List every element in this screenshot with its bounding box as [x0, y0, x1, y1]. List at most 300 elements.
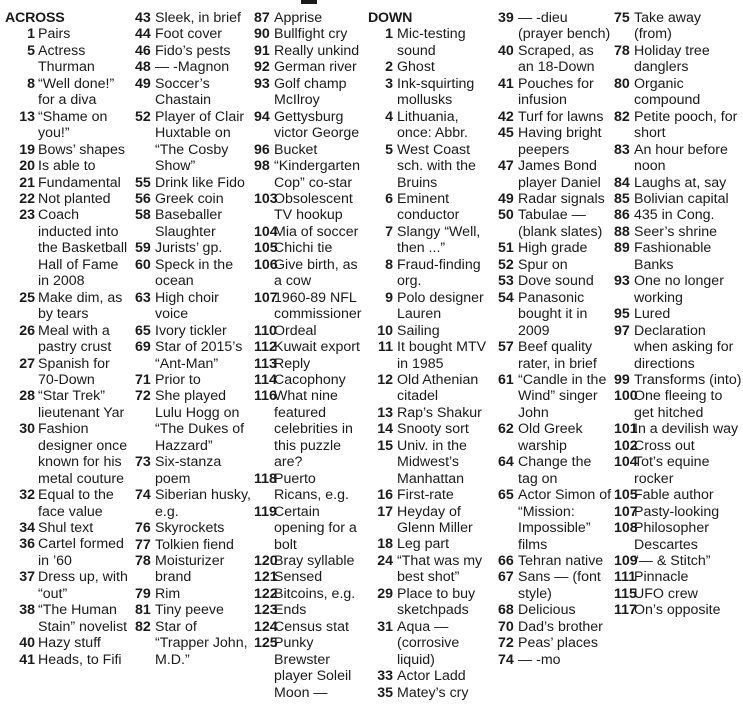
- across-clue: [254, 10, 367, 26]
- clue-number: 21: [19, 174, 35, 191]
- clue-text: Is able to: [38, 158, 96, 175]
- clue-text: Snooty sort: [397, 421, 469, 438]
- clue-text: Heyday of Glenn Miller: [397, 503, 473, 537]
- clue-text: Holiday tree danglers: [634, 42, 710, 76]
- clue-number: 1: [385, 26, 393, 43]
- across-clue: [254, 240, 367, 256]
- clue-number: 104: [614, 454, 638, 471]
- down-clue: [614, 421, 742, 437]
- down-clue: [614, 372, 742, 388]
- down-clue: [614, 273, 742, 306]
- across-clue: [135, 619, 253, 668]
- across-clue: [5, 356, 130, 389]
- across-clue: [135, 76, 253, 109]
- down-clue: [614, 76, 742, 109]
- clue-number: 89: [614, 240, 630, 257]
- clue-text: Punky Brewster player Soleil Moon —: [274, 635, 352, 701]
- clue-number: 75: [614, 10, 630, 26]
- clue-number: 22: [19, 190, 35, 207]
- clue-text: Bullfight cry: [274, 26, 348, 43]
- clue-text: Speck in the ocean: [155, 256, 234, 290]
- clue-text: Equal to the face value: [38, 487, 114, 520]
- clue-text: Slangy “Well, then ...”: [397, 223, 481, 257]
- clue-text: Jurists’ gp.: [155, 240, 223, 257]
- across-clue: [5, 602, 130, 635]
- across-clue: [254, 356, 367, 372]
- down-clue: [368, 224, 492, 257]
- clue-text: Seer’s shrine: [634, 223, 718, 240]
- clue-number: 87: [254, 10, 270, 26]
- clue-number: 30: [19, 421, 35, 438]
- clue-number: 81: [135, 602, 151, 619]
- clue-text: Petite pooch, for short: [634, 108, 738, 142]
- across-clue: [5, 536, 130, 569]
- down-clue: [368, 191, 492, 224]
- clue-text: “That was my best shot”: [397, 552, 483, 586]
- clue-text: Coach inducted into the Basketball Hall of Fame in 2008: [38, 207, 128, 290]
- across-clue: [5, 652, 130, 668]
- clue-number: 58: [135, 207, 151, 224]
- clue-number: 56: [135, 190, 151, 207]
- down-clue: [368, 142, 492, 191]
- across-clue: [135, 59, 253, 75]
- down-clue: [614, 438, 742, 454]
- clue-text: Heads, to Fifi: [38, 651, 122, 668]
- down-clue: [498, 273, 612, 289]
- clue-text: Meal with a pastry crust: [38, 322, 112, 356]
- clue-column-6: [614, 10, 742, 710]
- clue-text: Fable author: [634, 487, 714, 504]
- across-clue: [135, 109, 253, 175]
- clue-text: Univ. in the Midwest’s Manhattan: [397, 437, 467, 487]
- down-clue: [368, 553, 492, 586]
- clue-number: 107: [614, 503, 638, 520]
- clue-number: 25: [19, 289, 35, 306]
- clue-number: 80: [614, 75, 630, 92]
- clue-number: 105: [614, 487, 638, 504]
- down-clue: [368, 257, 492, 290]
- clue-number: 103: [254, 190, 278, 207]
- down-clue: [498, 602, 612, 618]
- clue-text: Old Greek warship: [518, 421, 583, 454]
- clue-number: 57: [498, 339, 514, 356]
- clue-number: 117: [614, 602, 637, 619]
- clue-number: 118: [254, 470, 277, 487]
- clue-number: 16: [377, 487, 393, 504]
- clue-number: 3: [385, 75, 393, 92]
- across-clue: [254, 602, 367, 618]
- clue-text: Player of Clair Huxtable on “The Cosby Show”: [155, 108, 245, 175]
- down-clue: [614, 43, 742, 76]
- down-clue: [614, 175, 742, 191]
- down-clue: [498, 10, 612, 43]
- clue-text: Bolivian capital: [634, 190, 729, 207]
- across-clue: [254, 158, 367, 191]
- clue-text: Sensed: [274, 569, 323, 586]
- clue-text: Make dim, as by tears: [38, 289, 123, 323]
- down-clue: [498, 635, 612, 651]
- clue-text: Chichi tie: [274, 240, 333, 257]
- clue-text: Actress Thurman: [38, 42, 95, 76]
- clue-column-1: [5, 10, 130, 710]
- clue-text: Lured: [634, 306, 671, 323]
- down-clue: [498, 109, 612, 125]
- clue-text: Pouches for infusion: [518, 75, 594, 109]
- across-clue: [135, 43, 253, 59]
- across-clue: [254, 569, 367, 585]
- down-clue: [614, 520, 742, 553]
- down-clue: [498, 158, 612, 191]
- clue-text: Foot cover: [155, 26, 223, 43]
- down-clue: [614, 487, 742, 503]
- clue-text: Organic compound: [634, 75, 701, 109]
- clue-text: Census stat: [274, 618, 349, 635]
- down-clue: [614, 602, 742, 618]
- clue-text: “Candle in the Wind” singer John: [518, 371, 607, 421]
- clue-text: Gettysburg victor George: [274, 108, 360, 142]
- clue-text: Ordeal: [274, 322, 317, 339]
- down-heading: DOWN: [368, 10, 413, 26]
- down-clue: [498, 372, 612, 421]
- clue-number: 34: [19, 520, 35, 537]
- across-clue: [135, 191, 253, 207]
- across-clue: [5, 158, 130, 174]
- across-clue: [5, 569, 130, 602]
- clue-number: 93: [614, 273, 630, 290]
- across-clue: [5, 290, 130, 323]
- clue-text: One fleeing to get hitched: [634, 388, 723, 421]
- across-clue: [5, 191, 130, 207]
- clue-text: Ivory tickler: [155, 322, 227, 339]
- across-clue: [5, 26, 130, 42]
- down-clue: [368, 405, 492, 421]
- across-clue: [5, 175, 130, 191]
- clue-number: 59: [135, 240, 151, 257]
- down-clue: [498, 257, 612, 273]
- clue-number: 17: [377, 503, 393, 520]
- clue-number: 64: [498, 454, 514, 471]
- clue-text: Cross out: [634, 437, 695, 454]
- clue-number: 61: [498, 371, 514, 388]
- clue-number: 79: [135, 585, 151, 602]
- clue-number: 2: [385, 59, 393, 76]
- down-clue: [614, 569, 742, 585]
- clue-text: Spur on: [518, 256, 568, 273]
- clue-number: 37: [19, 569, 35, 586]
- clue-number: 13: [19, 108, 35, 125]
- across-clue: [135, 26, 253, 42]
- across-clue: [135, 207, 253, 240]
- clue-number: 123: [254, 602, 278, 619]
- clue-number: 20: [19, 158, 35, 175]
- clue-number: 95: [614, 306, 630, 323]
- clue-text: “Shame on you!”: [38, 108, 108, 142]
- clue-number: 98: [254, 158, 270, 175]
- across-clue: [254, 635, 367, 701]
- down-clue: [368, 487, 492, 503]
- clue-text: Cacophony: [274, 371, 346, 388]
- clue-text: Bray syllable: [274, 552, 355, 569]
- clue-number: 71: [135, 371, 151, 388]
- clue-text: Take away (from): [634, 10, 702, 43]
- clue-text: Actor Simon of “Mission: Impossible” films: [518, 487, 612, 553]
- clue-text: Tiny peeve: [155, 602, 224, 619]
- clue-text: Fashionable Banks: [634, 240, 712, 273]
- clue-number: 94: [254, 108, 270, 125]
- clue-number: 38: [19, 602, 35, 619]
- clue-number: 50: [498, 207, 514, 224]
- across-clue: [135, 520, 253, 536]
- clue-number: 86: [614, 207, 630, 224]
- down-clue: [614, 191, 742, 207]
- clue-number: 15: [377, 437, 393, 454]
- clue-number: 65: [135, 322, 151, 339]
- clue-number: 82: [614, 108, 630, 125]
- clue-column-2: [135, 10, 253, 710]
- clue-number: 73: [135, 454, 151, 471]
- clue-text: Ghost: [397, 59, 435, 76]
- clue-text: “Star Trek” lieutenant Yar: [38, 388, 125, 421]
- clue-number: 120: [254, 552, 278, 569]
- across-clue: [135, 10, 253, 26]
- clue-text: Fashion designer once known for his metal couture: [38, 421, 128, 487]
- across-clue: [254, 586, 367, 602]
- clue-text: Hazy stuff: [38, 635, 101, 652]
- clue-text: One no longer working: [634, 273, 724, 306]
- down-clue: [368, 586, 492, 619]
- clue-text: “— & Stitch”: [634, 552, 711, 569]
- clue-number: 112: [254, 339, 277, 356]
- clue-number: 33: [377, 668, 393, 685]
- down-clue: [614, 504, 742, 520]
- down-clue: [498, 421, 612, 454]
- down-clue: [614, 142, 742, 175]
- down-clue: [614, 10, 742, 43]
- across-clue: [254, 388, 367, 470]
- clue-number: 6: [385, 190, 393, 207]
- down-clue: [368, 504, 492, 537]
- across-clue: [135, 257, 253, 290]
- clue-text: — -mo: [518, 651, 561, 668]
- down-clue: [368, 668, 492, 684]
- across-clue: [135, 487, 253, 520]
- clue-text: Eminent conductor: [397, 190, 460, 224]
- clue-text: Cartel formed in ’60: [38, 536, 124, 569]
- clue-text: Dress up, with “out”: [38, 569, 128, 602]
- clue-number: 45: [498, 125, 514, 142]
- down-clue: [498, 652, 612, 668]
- clue-number: 93: [254, 75, 270, 92]
- down-clue: [368, 372, 492, 405]
- across-clue: [254, 76, 367, 109]
- across-clue: [135, 388, 253, 454]
- clue-text: Panasonic bought it in 2009: [518, 289, 588, 339]
- clue-number: 42: [498, 108, 514, 125]
- clue-text: Laughs at, say: [634, 174, 727, 191]
- clue-text: In a devilish way: [634, 421, 739, 438]
- clue-text: Turf for lawns: [518, 108, 604, 125]
- clue-number: 40: [498, 42, 514, 59]
- clue-number: 52: [498, 256, 514, 273]
- clue-number: 63: [135, 289, 151, 306]
- clue-number: 122: [254, 585, 278, 602]
- clue-number: 46: [135, 42, 151, 59]
- clue-number: 68: [498, 602, 514, 619]
- clue-text: High choir voice: [155, 289, 219, 323]
- clue-text: Ink-squirting mollusks: [397, 75, 475, 109]
- clue-number: 41: [19, 651, 35, 668]
- clue-text: Bitcoins, e.g.: [274, 585, 356, 602]
- clue-number: 102: [614, 437, 638, 454]
- clue-text: Fundamental: [38, 174, 121, 191]
- down-clue: [368, 536, 492, 552]
- clue-number: 65: [498, 487, 514, 504]
- down-clue: [614, 306, 742, 322]
- down-clue: [498, 76, 612, 109]
- across-clue: [135, 290, 253, 323]
- clue-number: 66: [498, 552, 514, 569]
- clue-number: 19: [19, 141, 35, 158]
- clue-number: 72: [135, 388, 151, 405]
- clue-text: Sans — (font style): [518, 569, 601, 602]
- clue-text: Skyrockets: [155, 520, 225, 537]
- clue-text: First-rate: [397, 487, 454, 504]
- clue-text: Baseballer Slaughter: [155, 207, 223, 240]
- clue-text: Greek coin: [155, 190, 224, 207]
- clue-number: 91: [254, 42, 270, 59]
- across-clue: [5, 207, 130, 289]
- down-clue: [498, 569, 612, 602]
- across-clue: [5, 421, 130, 487]
- clue-number: 49: [498, 190, 514, 207]
- clue-text: Moisturizer brand: [155, 552, 225, 586]
- clue-number: 62: [498, 421, 514, 438]
- across-clue: [254, 257, 367, 290]
- clue-text: Philosopher Descartes: [634, 520, 709, 553]
- clue-text: Tabulae — (blank slates): [518, 207, 603, 240]
- across-clue: [5, 388, 130, 421]
- clue-number: 119: [254, 503, 277, 520]
- clue-text: Star of “Trapper John, M.D.”: [155, 618, 248, 668]
- header-rule: [301, 0, 317, 4]
- clue-number: 55: [135, 174, 151, 191]
- down-clue: [614, 454, 742, 487]
- clue-number: 53: [498, 273, 514, 290]
- clue-text: Declaration when asking for directions: [634, 322, 734, 372]
- down-clue: [498, 553, 612, 569]
- down-clue: [368, 290, 492, 323]
- across-clue: [5, 520, 130, 536]
- down-clue: [368, 339, 492, 372]
- clue-text: Drink like Fido: [155, 174, 245, 191]
- clue-text: Lithuania, once: Abbr.: [397, 108, 468, 142]
- clue-number: 124: [254, 618, 278, 635]
- clue-number: 72: [498, 635, 514, 652]
- across-clue: [135, 553, 253, 586]
- clue-number: 48: [135, 59, 151, 76]
- across-clue: [254, 323, 367, 339]
- clue-text: Give birth, as a cow: [274, 256, 358, 290]
- clue-number: 108: [614, 520, 638, 537]
- across-clue: [135, 372, 253, 388]
- across-clue: [254, 26, 367, 42]
- across-clue: [254, 43, 367, 59]
- clue-number: 9: [385, 289, 393, 306]
- down-clue: [614, 388, 742, 421]
- clue-number: 78: [135, 552, 151, 569]
- clue-number: 74: [135, 487, 151, 504]
- across-clue: [135, 175, 253, 191]
- down-clue: [368, 26, 492, 59]
- clue-number: 85: [614, 190, 630, 207]
- clue-number: 88: [614, 223, 630, 240]
- clue-text: Tehran native: [518, 552, 604, 569]
- clue-number: 106: [254, 256, 278, 273]
- clue-text: Delicious: [518, 602, 576, 619]
- clue-text: Beef quality rater, in brief: [518, 339, 597, 372]
- down-clue: [498, 619, 612, 635]
- clue-number: 26: [19, 322, 35, 339]
- across-clue: [5, 109, 130, 142]
- clue-number: 49: [135, 75, 151, 92]
- across-clue: [254, 339, 367, 355]
- clue-number: 27: [19, 355, 35, 372]
- down-clue: [498, 454, 612, 487]
- clue-text: “Kindergarten Cop” co-star: [274, 158, 360, 191]
- clue-text: — -Magnon: [155, 59, 230, 76]
- clue-text: Scraped, as an 18-Down: [518, 42, 595, 76]
- clue-number: 54: [498, 289, 514, 306]
- clue-number: 82: [135, 618, 151, 635]
- clue-text: Prior to: [155, 371, 201, 388]
- clue-text: She played Lulu Hogg on “The Dukes of Hazzard”: [155, 388, 245, 454]
- clue-number: 18: [377, 536, 393, 553]
- across-clue: [254, 619, 367, 635]
- clue-text: Sailing: [397, 322, 440, 339]
- across-clue: [135, 240, 253, 256]
- clue-number: 121: [254, 569, 278, 586]
- clue-column-4: [368, 10, 492, 710]
- clue-text: Having bright peepers: [518, 125, 602, 158]
- clue-text: Shul text: [38, 520, 94, 537]
- clue-text: Reply: [274, 355, 311, 372]
- clue-number: 105: [254, 240, 278, 257]
- clue-text: Pasty-looking: [634, 503, 720, 520]
- clue-text: Sleek, in brief: [155, 10, 241, 26]
- clue-number: 96: [254, 141, 270, 158]
- clue-number: 24: [377, 552, 393, 569]
- clue-number: 84: [614, 174, 630, 191]
- clue-text: West Coast sch. with the Bruins: [397, 141, 476, 191]
- down-clue: [614, 323, 742, 372]
- clue-number: 29: [377, 585, 393, 602]
- clue-text: German river: [274, 59, 357, 76]
- clue-number: 74: [498, 651, 514, 668]
- across-clue: [135, 339, 253, 372]
- clue-number: 110: [254, 322, 277, 339]
- down-clue: [498, 290, 612, 339]
- down-clue: [498, 240, 612, 256]
- clue-text: Pairs: [38, 26, 71, 43]
- down-clue: [368, 438, 492, 487]
- across-clue: [254, 504, 367, 553]
- clue-text: Puerto Ricans, e.g.: [274, 470, 349, 504]
- clue-text: Mia of soccer: [274, 223, 359, 240]
- clue-text: Tolkien fiend: [155, 536, 234, 553]
- clue-number: 70: [498, 618, 514, 635]
- clue-number: 116: [254, 388, 277, 405]
- clue-text: Old Athenian citadel: [397, 371, 479, 405]
